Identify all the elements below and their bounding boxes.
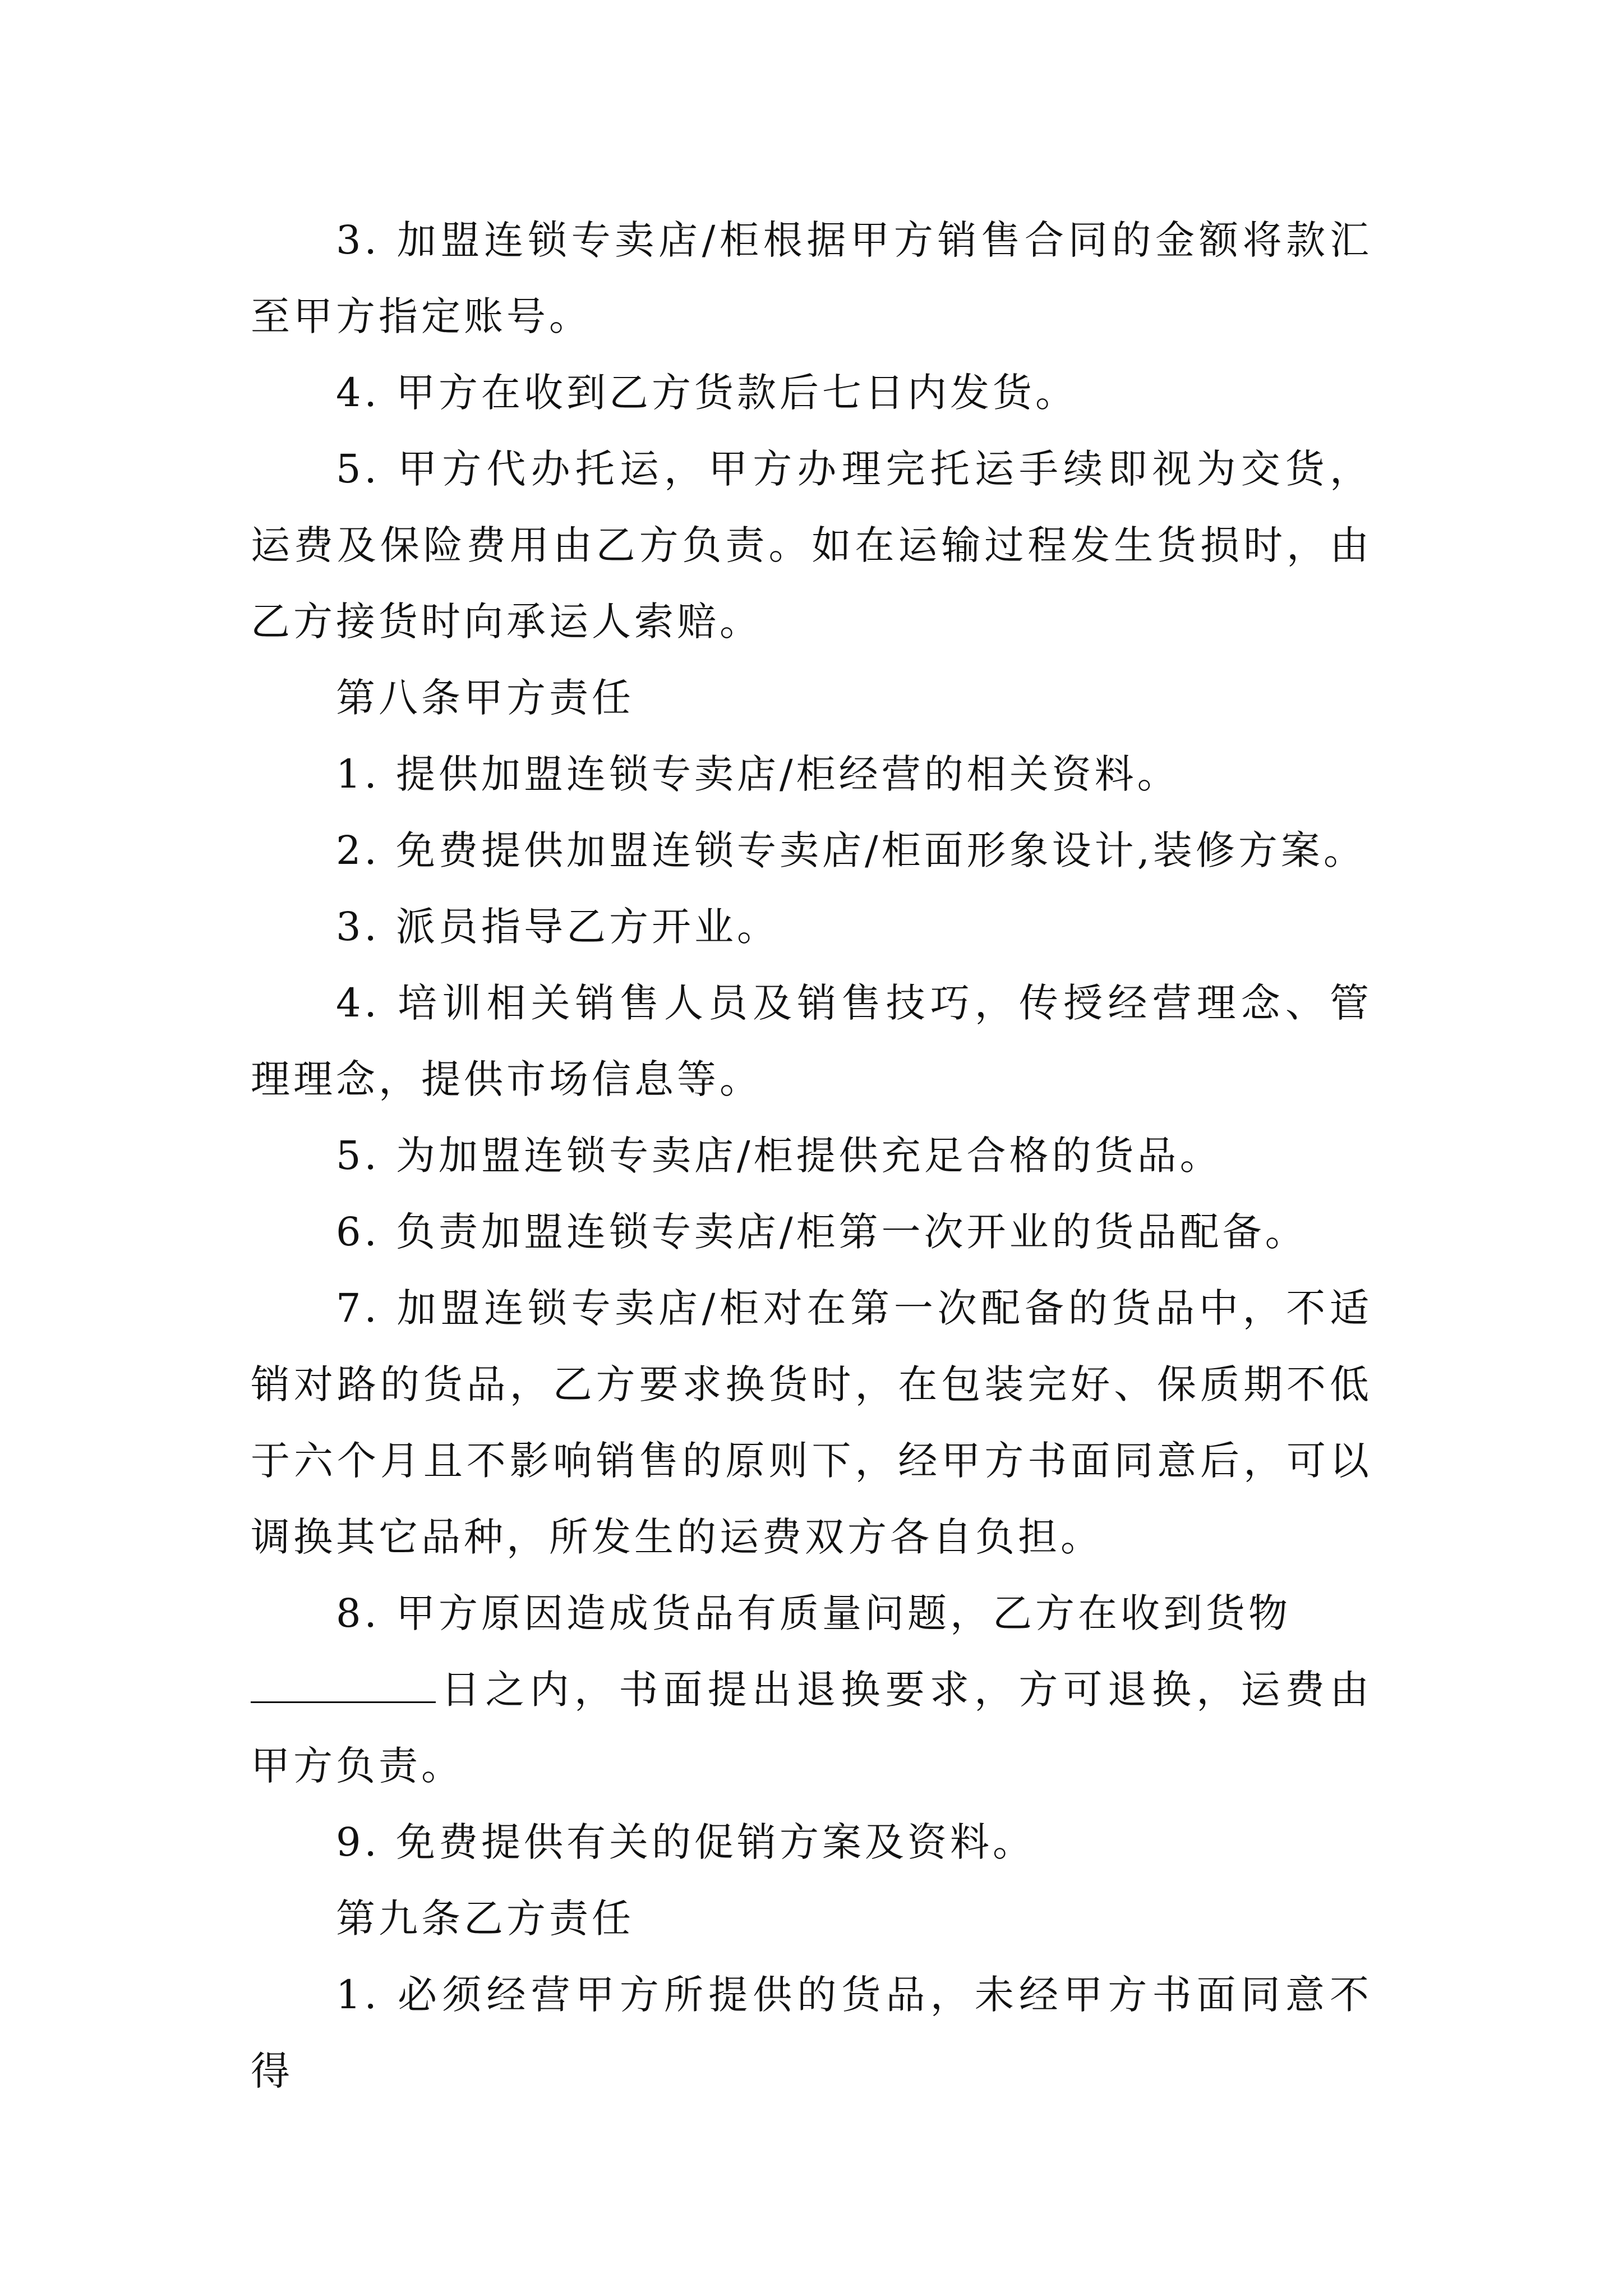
item8-text-end: 日之内，书面提出退换要求，方可退换，运费由甲方负责。 — [251, 1667, 1372, 1789]
paragraph-party-a-3: 3. 派员指导乙方开业。 — [336, 904, 780, 950]
paragraph-party-a-5: 5. 为加盟连锁专卖店/柜提供充足合格的货品。 — [336, 1133, 1223, 1179]
fill-in-blank — [251, 1668, 436, 1703]
paragraph-delivery-time: 4. 甲方在收到乙方货款后七日内发货。 — [336, 370, 1078, 416]
item8-text-start: 8. 甲方原因造成货品有质量问题，乙方在收到货物 — [336, 1590, 1292, 1636]
section-heading-party-b: 第九条乙方责任 — [336, 1895, 634, 1941]
item8-continuation — [251, 1651, 1372, 1804]
paragraph-party-a-8 — [251, 1575, 1372, 1804]
paragraph-party-a-2: 2. 免费提供加盟连锁专卖店/柜面形象设计,装修方案。 — [336, 827, 1366, 873]
paragraph-party-a-9: 9. 免费提供有关的促销方案及资料。 — [336, 1819, 1036, 1865]
paragraph-party-a-1: 1. 提供加盟连锁专卖店/柜经营的相关资料。 — [336, 751, 1180, 797]
paragraph-party-a-7: 7. 加盟连锁专卖店/柜对在第一次配备的货品中，不适销对路的货品，乙方要求换货时，在包装完好、保质期不低于六个月且不影响销售的原则下，经甲方书面同意后，可以调换其它品种，所发生的运费双方各自负担。 — [251, 1285, 1372, 1560]
paragraph-party-a-4: 4. 培训相关销售人员及销售技巧，传授经营理念、管理理念，提供市场信息等。 — [251, 980, 1372, 1102]
document-body — [251, 202, 1372, 2109]
section-heading-party-a: 第八条甲方责任 — [336, 675, 634, 721]
paragraph-party-b-1: 1. 必须经营甲方所提供的货品，未经甲方书面同意不得 — [251, 1972, 1372, 2094]
paragraph-payment-transfer: 3. 加盟连锁专卖店/柜根据甲方销售合同的金额将款汇至甲方指定账号。 — [251, 217, 1372, 339]
paragraph-shipping: 5. 甲方代办托运，甲方办理完托运手续即视为交货，运费及保险费用由乙方负责。如在运输过程发生货损时，由乙方接货时向承运人索赔。 — [251, 446, 1372, 645]
paragraph-party-a-6: 6. 负责加盟连锁专卖店/柜第一次开业的货品配备。 — [336, 1209, 1308, 1255]
